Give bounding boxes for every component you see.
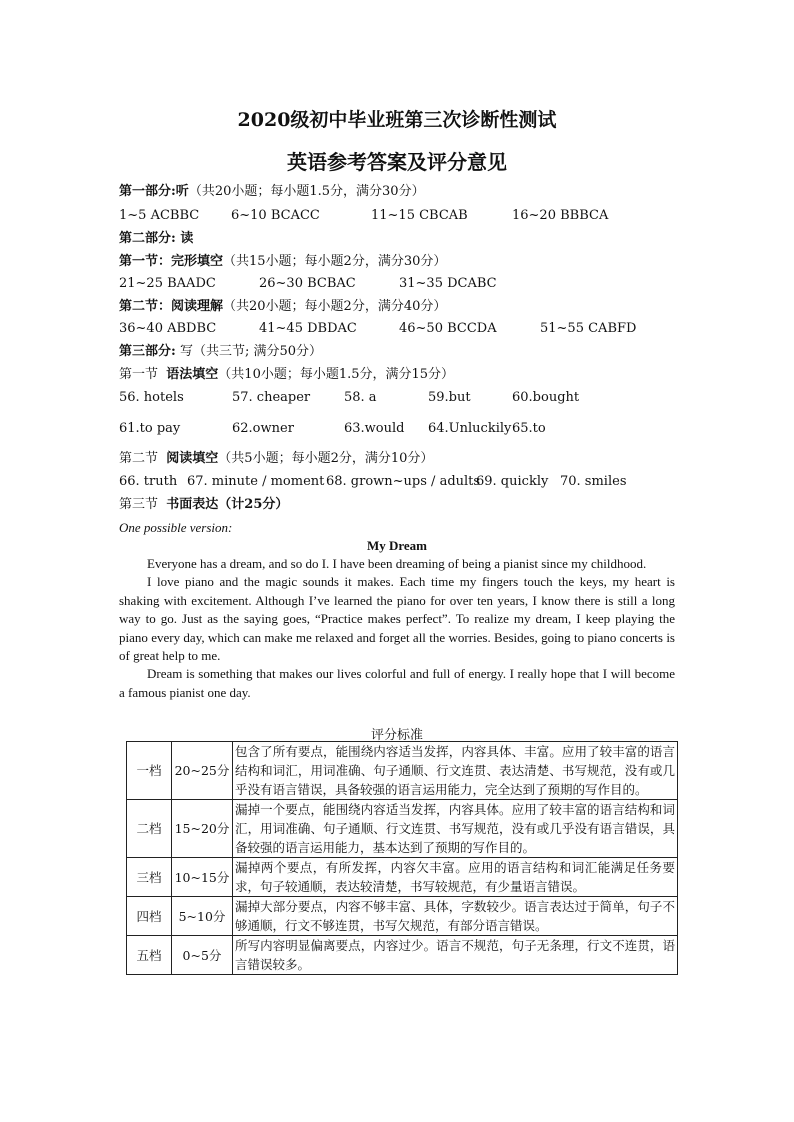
answer-item: 62.owner: [232, 421, 294, 436]
part3-section1-heading-line: [119, 367, 454, 383]
rubric-heading: 评分标准: [370, 728, 423, 743]
rubric-description: 包含了所有要点，能围绕内容适当发挥，内容具体、丰富。应用了较丰富的语言结构和词汇，用词准确、句子通顺、行文连贯、表达清楚、书写规范，没有或几乎没有语言错误，具备较强的语言运用能力，完全达到了预期的写作目的。: [233, 742, 678, 800]
part3-heading-line: [119, 344, 322, 360]
answer-item: 61.to pay: [119, 421, 181, 436]
rubric-table: [126, 741, 678, 975]
answer-group: 41~45 DBDAC: [259, 321, 357, 336]
rubric-level: 二档: [127, 800, 172, 858]
answer-item: 57. cheaper: [232, 390, 311, 405]
answer-group: 6~10 BCACC: [231, 208, 320, 223]
page-subtitle: 英语参考答案及评分意见: [287, 150, 507, 174]
answer-item: 68. grown~ups / adults: [326, 474, 481, 489]
rubric-description: 漏掉大部分要点，内容不够丰富、具体，字数较少。语言表达过于简单，句子不够通顺，行文不够连贯，书写欠规范，有部分语言错误。: [233, 897, 678, 936]
rubric-description: 所写内容明显偏离要点，内容过少。语言不规范，句子无条理，行文不连贯，语言错误较多。: [233, 936, 678, 975]
rubric-level: 五档: [127, 936, 172, 975]
part3-section2-label: 第二节: [119, 451, 159, 466]
rubric-score: 20~25分: [172, 742, 233, 800]
table-row: [127, 858, 678, 897]
part1-heading: 第一部分:听: [119, 184, 189, 199]
part2-section2-heading: 第二节：阅读理解: [119, 299, 224, 314]
rubric-description: 漏掉两个要点，有所发挥，内容欠丰富。应用的语言结构和词汇能满足任务要求，句子较通顺，表达较清楚，书写较规范，有少量语言错误。: [233, 858, 678, 897]
part1-heading-line: [119, 184, 425, 200]
answer-group: 46~50 BCCDA: [399, 321, 497, 336]
answer-group: 16~20 BBBCA: [512, 208, 609, 223]
part3-section2-heading-line: [119, 451, 433, 467]
answer-item: 67. minute / moment: [187, 474, 325, 489]
answer-group: 26~30 BCBAC: [259, 276, 356, 291]
table-row: [127, 936, 678, 975]
part3-section1-note: （共10小题；每小题1.5分，满分15分）: [218, 367, 455, 382]
rubric-score: 0~5分: [172, 936, 233, 975]
essay-paragraph: I love piano and the magic sounds it makes. Each time my fingers touch the keys, my heart is shaking with excitement. Although I’ve learned the piano for over ten years, I know there is still a long way to go. Just as the saying goes, “Practice makes perfect”. To realize my dream, I keep playing the piano every day, which can make me relaxed and forget all the worries. Besides, going to piano concerts is of great help to me.: [119, 574, 675, 664]
table-row: [127, 897, 678, 936]
part3-section2-note: （共5小题；每小题2分，满分10分）: [218, 451, 434, 466]
part2-section1-heading: 第一节：完形填空: [119, 254, 224, 269]
answer-item: 63.would: [344, 421, 405, 436]
part2-section2-heading-line: [119, 299, 446, 315]
table-row: [127, 742, 678, 800]
part3-section3-label: 第三节: [119, 497, 159, 512]
part3-section3-heading: 书面表达（计25分）: [166, 497, 289, 512]
part3-section1-label: 第一节: [119, 367, 159, 382]
answer-group: 51~55 CABFD: [540, 321, 637, 336]
table-row: [127, 800, 678, 858]
essay-body: [119, 555, 675, 702]
answer-item: 64.Unluckily: [428, 421, 512, 436]
essay-paragraph: Dream is something that makes our lives colorful and full of energy. I really hope that I will become a famous pianist one day.: [119, 666, 675, 700]
answer-group: 31~35 DCABC: [399, 276, 497, 291]
answer-group: 21~25 BAADC: [119, 276, 216, 291]
essay-paragraph: Everyone has a dream, and so do I. I have been dreaming of being a pianist since my childhood.: [147, 556, 647, 571]
answer-group: 11~15 CBCAB: [371, 208, 468, 223]
answer-item: 56. hotels: [119, 390, 184, 405]
part2-section2-note: （共20小题；每小题2分，满分40分）: [223, 299, 447, 314]
rubric-score: 10~15分: [172, 858, 233, 897]
rubric-score: 5~10分: [172, 897, 233, 936]
part3-section3-heading-line: [119, 497, 288, 513]
answer-item: 65.to: [512, 421, 546, 436]
answer-item: 59.but: [428, 390, 471, 405]
part3-section1-heading: 语法填空: [166, 367, 219, 382]
rubric-score: 15~20分: [172, 800, 233, 858]
rubric-level: 一档: [127, 742, 172, 800]
answer-item: 66. truth: [119, 474, 178, 489]
part2-section1-heading-line: [119, 254, 446, 270]
part3-heading-rest: 写（共三节; 满分50分）: [179, 344, 323, 359]
part2-heading: 第二部分: 读: [119, 231, 194, 246]
page-title: 2020级初中毕业班第三次诊断性测试: [237, 109, 557, 131]
answer-item: 70. smiles: [560, 474, 627, 489]
answer-item: 58. a: [344, 390, 377, 405]
answer-group: 1~5 ACBBC: [119, 208, 200, 223]
part2-section1-note: （共15小题；每小题2分，满分30分）: [223, 254, 447, 269]
answer-group: 36~40 ABDBC: [119, 321, 217, 336]
answer-item: 60.bought: [512, 390, 580, 405]
rubric-level: 四档: [127, 897, 172, 936]
part1-note: （共20小题；每小题1.5分，满分30分）: [188, 184, 425, 199]
answer-item: 69. quickly: [476, 474, 549, 489]
rubric-description: 漏掉一个要点，能围绕内容适当发挥，内容具体。应用了较丰富的语言结构和词汇，用词准确、句子通顺、行文连贯、书写规范，没有或几乎没有语言错误，具备较强的语言运用能力，基本达到了预期的写作目的。: [233, 800, 678, 858]
part3-heading: 第三部分:: [119, 344, 176, 359]
part3-section2-heading: 阅读填空: [166, 451, 219, 466]
essay-intro: One possible version:: [119, 520, 233, 535]
rubric-level: 三档: [127, 858, 172, 897]
essay-title: My Dream: [366, 538, 428, 553]
